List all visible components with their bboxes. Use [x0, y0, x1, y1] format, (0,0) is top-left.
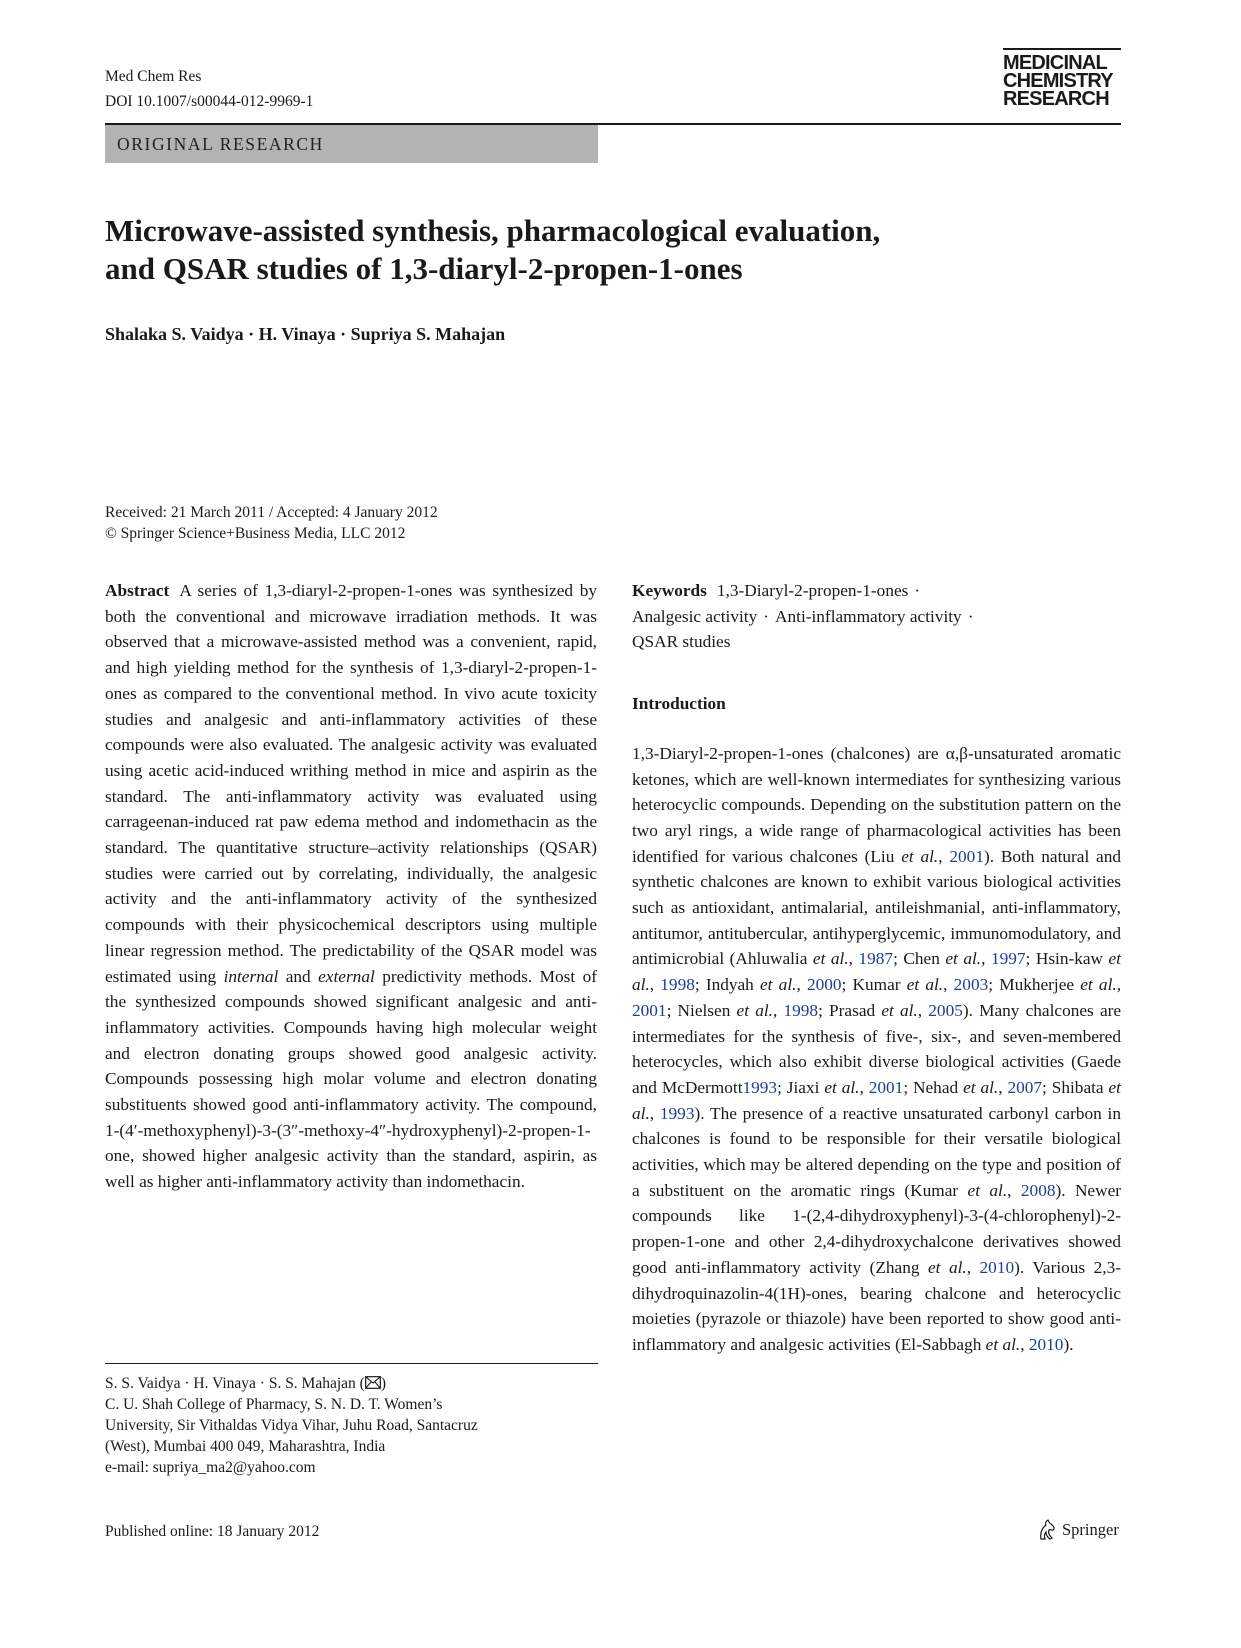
et-al: et al. — [632, 949, 1122, 995]
abstract-heading: Abstract — [105, 581, 170, 600]
article-dates — [105, 502, 438, 544]
intro-text: ; Nehad — [903, 1077, 964, 1097]
affiliation-names: S. S. Vaidya · H. Vinaya · S. S. Mahajan ( — [105, 1375, 365, 1392]
et-al: et al. — [812, 949, 849, 969]
keywords — [632, 578, 1121, 655]
citation-link[interactable]: 2007 — [1007, 1077, 1043, 1097]
copyright: © Springer Science+Business Media, LLC 2012 — [105, 525, 406, 542]
et-al: et al. — [985, 1334, 1021, 1354]
sep: , — [1116, 975, 1122, 995]
abstract-external: external — [318, 966, 375, 986]
et-al: et al. — [632, 1077, 1121, 1123]
affiliation-line: C. U. Shah College of Pharmacy, S. N. D. T. Women’s — [105, 1396, 443, 1413]
intro-text: ; Nielsen — [666, 1000, 737, 1020]
abstract-text-b: predictivity methods. Most of the synthesized compounds showed significant analgesic and anti-inflammatory activities. Compounds having high molecular weight and electron donating groups showed good analgesic activity. Compounds possessing high molar volume and electron donating substituents showed good anti-inflammatory activity. The compound, 1-(4′-methoxyphenyl)-3-(3″-methoxy-4″-hydroxyphenyl)-2-propen-1-one, showed higher analgesic activity than the standard, aspirin, as well as higher anti-inflammatory activity than indomethacin. — [105, 966, 598, 1192]
article-title — [105, 212, 1055, 288]
affiliation-names-line — [105, 1373, 478, 1394]
et-al: et al. — [736, 1000, 773, 1020]
et-al: et al. — [760, 975, 797, 995]
sep: , — [859, 1077, 869, 1097]
received-accepted: Received: 21 March 2011 / Accepted: 4 January 2012 — [105, 504, 438, 521]
affiliation-line: University, Sir Vithaldas Vidya Vihar, Juhu Road, Santacruz — [105, 1417, 478, 1434]
abstract-internal: internal — [223, 966, 279, 986]
intro-text: ; Kumar — [841, 975, 907, 995]
keyword-separator: · — [914, 581, 921, 600]
corresponding-email[interactable]: e-mail: supriya_ma2@yahoo.com — [105, 1459, 316, 1476]
logo-line-3: RESEARCH — [1003, 88, 1109, 110]
affiliation-line: (West), Mumbai 400 049, Maharashtra, India — [105, 1438, 386, 1455]
citation-link[interactable]: 2010 — [979, 1257, 1015, 1277]
citation-link[interactable]: 2001 — [949, 846, 984, 866]
keyword-separator: · — [967, 606, 974, 626]
introduction-heading: Introduction — [632, 694, 726, 714]
sep: , — [966, 1257, 980, 1277]
intro-text: ; Mukherjee — [988, 975, 1081, 995]
sep: , — [917, 1000, 929, 1020]
sep: , — [1007, 1180, 1021, 1200]
logo-rule — [1003, 48, 1121, 50]
abstract-paragraph — [105, 578, 597, 1195]
affiliation — [105, 1373, 478, 1478]
et-al: et al. — [824, 1077, 860, 1097]
intro-text: ; Shibata — [1042, 1077, 1109, 1097]
intro-text: ; Jiaxi — [777, 1077, 825, 1097]
logo-line-1: MEDICINAL — [1003, 52, 1107, 74]
keyword-item: Anti-inflammatory activity — [775, 606, 962, 626]
citation-link[interactable]: 1987 — [858, 949, 894, 969]
sep: , — [848, 949, 859, 969]
right-column — [632, 578, 1121, 1358]
citation-link[interactable]: 2005 — [928, 1000, 963, 1020]
introduction-paragraph — [632, 741, 1121, 1358]
intro-text: ; Indyah — [694, 975, 761, 995]
keyword-item: 1,3-Diaryl-2-propen-1-ones — [716, 581, 909, 600]
citation-link[interactable]: 1998 — [783, 1000, 819, 1020]
keyword-item: Analgesic activity — [632, 606, 758, 626]
intro-text: ; Prasad — [818, 1000, 882, 1020]
abstract-column — [105, 578, 597, 1195]
keywords-heading: Keywords — [632, 581, 707, 600]
sep: , — [649, 1103, 660, 1123]
citation-link[interactable]: 2001 — [868, 1077, 904, 1097]
sep: , — [938, 846, 950, 866]
sep: , — [981, 949, 991, 969]
doi[interactable]: DOI 10.1007/s00044-012-9969-1 — [105, 93, 314, 110]
citation-link[interactable]: 2003 — [953, 975, 989, 995]
publisher-mark — [1037, 1519, 1119, 1541]
et-al: et al. — [1080, 975, 1117, 995]
et-al: et al. — [945, 949, 982, 969]
intro-text: ; Hsin-kaw — [1025, 949, 1109, 969]
sep: , — [1020, 1334, 1029, 1354]
publisher-name: Springer — [1062, 1520, 1119, 1539]
et-al: et al. — [901, 846, 939, 866]
affiliation-divider — [105, 1363, 598, 1364]
et-al: et al. — [963, 1077, 999, 1097]
title-line-2: and QSAR studies of 1,3-diaryl-2-propen-1-ones — [105, 251, 743, 286]
citation-link[interactable]: 1998 — [660, 975, 695, 995]
sep: , — [998, 1077, 1008, 1097]
sep: , — [772, 1000, 784, 1020]
intro-text: ). Many chalcones are intermediates for the synthesis of five-, six-, and seven-membered heterocycles, which also exhibit diverse biological activities (Gaede and McDermott — [632, 1000, 1122, 1097]
et-al: et al. — [906, 975, 944, 995]
citation-link[interactable]: 1993 — [742, 1077, 778, 1097]
intro-text: ). Both natural and synthetic chalcones are known to exhibit various biological activities such as antioxidant, antimalarial, antileishmanial, anti-inflammatory, antitumor, antitubercular, antihyperglycemic, immunomodulatory, and antimicrobial (Ahluwalia — [632, 846, 1122, 969]
citation-link[interactable]: 2010 — [1028, 1334, 1064, 1354]
springer-horse-icon — [1037, 1519, 1057, 1541]
intro-text: ). — [1063, 1334, 1074, 1354]
abstract-text-a: A series of 1,3-diaryl-2-propen-1-ones was synthesized by both the conventional and microwave irradiation methods. It was observed that a microwave-assisted method was a convenient, rapid, and high yielding method for the synthesis of 1,3-diaryl-2-propen-1-ones as compared to the conventional method. In vivo acute toxicity studies and analgesic and anti-inflammatory activities of these compounds were also evaluated. The analgesic activity was evaluated using acetic acid-induced writhing method in mice and aspirin as the standard. The anti-inflammatory activity was evaluated using carrageenan-induced rat paw edema method and indomethacin as the standard. The quantitative structure–activity relationships (QSAR) studies were carried out by correlating, individually, the analgesic activity and the anti-inflammatory activity of the synthesized compounds with their physicochemical descriptors using multiple linear regression method. The predictability of the QSAR model was estimated using — [105, 581, 597, 986]
et-al: et al. — [927, 1257, 967, 1277]
sep: , — [943, 975, 954, 995]
citation-link[interactable]: 1993 — [659, 1103, 695, 1123]
sep: , — [796, 975, 807, 995]
citation-link[interactable]: 2001 — [632, 1000, 667, 1020]
citation-link[interactable]: 1997 — [990, 949, 1026, 969]
journal-name: Med Chem Res — [105, 68, 202, 85]
et-al: et al. — [967, 1180, 1008, 1200]
sep: , — [649, 975, 661, 995]
title-line-1: Microwave-assisted synthesis, pharmacological evaluation, — [105, 213, 881, 248]
keyword-item: QSAR studies — [632, 632, 731, 652]
citation-link[interactable]: 2000 — [806, 975, 842, 995]
intro-text: ). Newer compounds like 1-(2,4-dihydroxyphenyl)-3-(4-chlorophenyl)-2-propen-1-one and other 2,4-dihydroxychalcone derivatives showed good anti-inflammatory activity (Zhang — [632, 1180, 1122, 1277]
keyword-separator: · — [763, 606, 770, 626]
abstract-and: and — [278, 966, 319, 986]
section-label: ORIGINAL RESEARCH — [105, 125, 598, 163]
et-al: et al. — [881, 1000, 918, 1020]
journal-logo — [1003, 48, 1121, 108]
envelope-icon — [365, 1376, 381, 1389]
intro-text: 1,3-Diaryl-2-propen-1-ones (chalcones) are α,β-unsaturated aromatic ketones, which are well-known intermediates for synthesizing various heterocyclic compounds. Depending on the substitution pattern on the two aryl rings, a wide range of pharmacological activities has been identified for various chalcones (Liu — [632, 743, 1121, 866]
author-list: Shalaka S. Vaidya · H. Vinaya · Supriya S. Mahajan — [105, 324, 506, 344]
intro-text: ). The presence of a reactive unsaturated carbonyl carbon in chalcones is found to be responsible for their versatile biological activities, which may be altered depending on the type and position of a substituent on the aromatic rings (Kumar — [632, 1103, 1122, 1200]
intro-text: ). Various 2,3-dihydroquinazolin-4(1H)-ones, bearing chalcone and heterocyclic moieties (pyrazole or thiazole) have been reported to show good anti-inflammatory and analgesic activities (El-Sabbagh — [632, 1257, 1121, 1354]
intro-text: ; Chen — [893, 949, 946, 969]
logo-line-2: CHEMISTRY — [1003, 70, 1113, 92]
affiliation-names-close: ) — [380, 1375, 386, 1392]
published-online: Published online: 18 January 2012 — [105, 1523, 320, 1540]
journal-meta — [105, 64, 313, 114]
citation-link[interactable]: 2008 — [1020, 1180, 1056, 1200]
